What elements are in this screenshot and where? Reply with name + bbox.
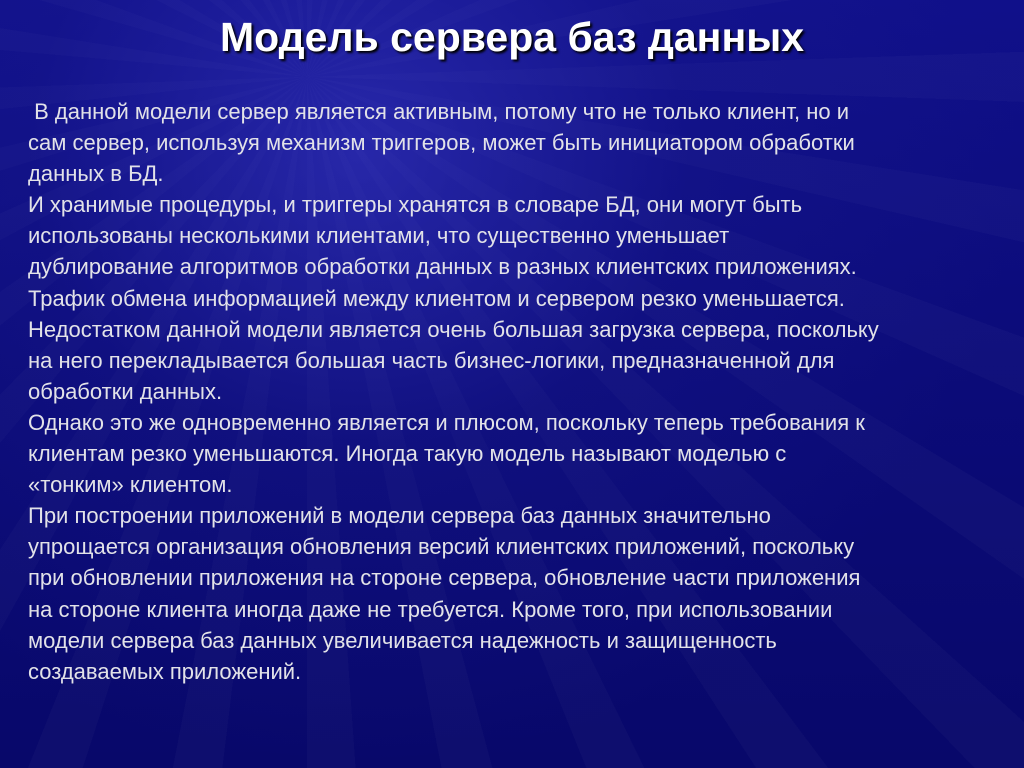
text-line: на стороне клиента иногда даже не требуется. Кроме того, при использовании: [28, 596, 833, 622]
text-line: упрощается организация обновления версий клиентских приложений, поскольку: [28, 534, 855, 560]
text-line: данных в БД.: [28, 161, 164, 187]
text-line: сам сервер, используя механизм триггеров, может быть инициатором обработки: [28, 130, 855, 156]
text-line: дублирование алгоритмов обработки данных в разных клиентских приложениях.: [28, 254, 857, 280]
slide-body-text: [28, 96, 879, 687]
text-line: использованы несколькими клиентами, что существенно уменьшает: [28, 223, 730, 249]
text-line: модели сервера баз данных увеличивается надежность и защищенность: [28, 627, 777, 653]
text-line: обработки данных.: [28, 378, 223, 404]
text-line: При построении приложений в модели сервера баз данных значительно: [28, 503, 771, 529]
text-line: Однако это же одновременно является и плюсом, поскольку теперь требования к: [28, 409, 865, 435]
text-line: Трафик обмена информацией между клиентом и сервером резко уменьшается.: [28, 285, 845, 311]
text-line: В данной модели сервер является активным, потому что не только клиент, но и: [28, 99, 850, 124]
text-line: клиентам резко уменьшаются. Иногда такую модель называют моделью с: [28, 441, 787, 467]
text-line: «тонким» клиентом.: [28, 472, 233, 498]
text-line: на него перекладывается большая часть бизнес-логики, предназначенной для: [28, 347, 835, 373]
text-line: Недостатком данной модели является очень большая загрузка сервера, поскольку: [28, 316, 879, 342]
text-line: создаваемых приложений.: [28, 658, 302, 684]
slide-title: Модель сервера баз данных: [219, 14, 805, 60]
text-line: при обновлении приложения на стороне сервера, обновление части приложения: [28, 565, 861, 591]
text-line: И хранимые процедуры, и триггеры хранятся в словаре БД, они могут быть: [28, 192, 803, 218]
